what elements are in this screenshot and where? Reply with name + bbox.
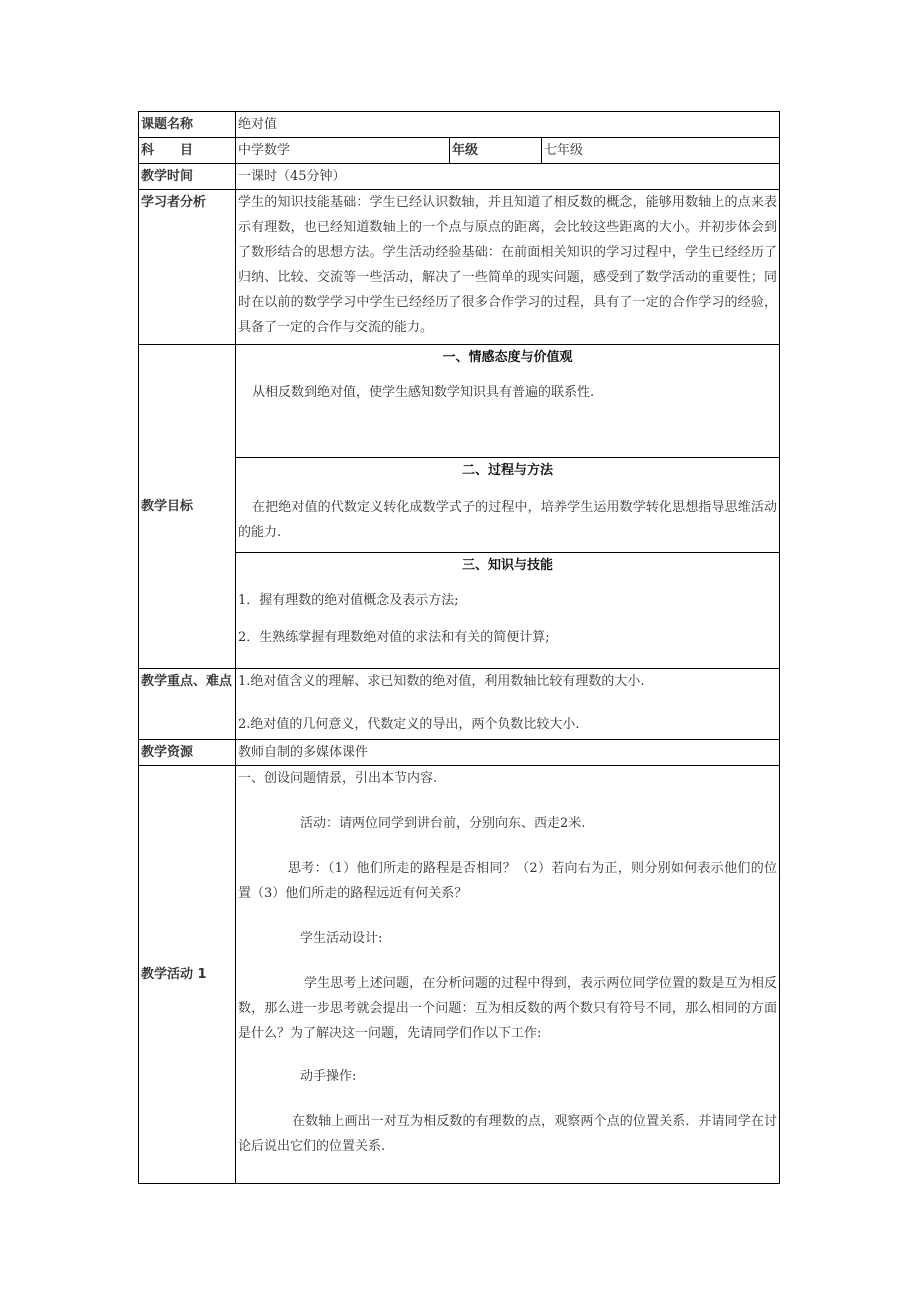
label-key: 教学重点、难点 — [139, 669, 236, 740]
row-resource — [139, 740, 780, 766]
key-text-1: 1.绝对值含义的理解、求已知数的绝对值，利用数轴比较有理数的大小. — [238, 674, 645, 689]
goals-heading-1: 一、情感态度与价值观 — [442, 350, 573, 365]
row-time — [139, 164, 780, 190]
goals-text-3a: 1．握有理数的绝对值概念及表示方法; — [238, 593, 459, 608]
goals-heading-3: 三、知识与技能 — [461, 558, 553, 573]
value-time: 一课时（45分钟） — [236, 164, 780, 190]
value-subject: 中学数学 — [236, 138, 450, 164]
label-subject: 科 目 — [139, 138, 236, 164]
activity-p7: 在数轴上画出一对互为相反数的有理数的点，观察两个点的位置关系．并请同学在讨论后说出它们的位置关系. — [238, 1114, 777, 1154]
value-grade: 七年级 — [542, 138, 780, 164]
label-resource: 教学资源 — [139, 740, 236, 766]
label-time: 教学时间 — [139, 164, 236, 190]
row-goals-3 — [139, 553, 780, 669]
label-learner: 学习者分析 — [139, 190, 236, 345]
activity-p3: 思考：（1）他们所走的路程是否相同？（2）若向右为正，则分别如何表示他们的位置（3）他们所走的路程远近有何关系？ — [238, 861, 777, 901]
row-activity — [139, 766, 780, 1184]
label-activity: 教学活动 1 — [139, 766, 236, 1184]
lesson-plan-table — [138, 111, 780, 1184]
goals-text-2: 在把绝对值的代数定义转化成数学式子的过程中，培养学生运用数学转化思想指导思维活动的能力. — [238, 500, 777, 540]
value-title: 绝对值 — [236, 112, 780, 138]
row-key — [139, 669, 780, 740]
label-title: 课题名称 — [139, 112, 236, 138]
label-grade: 年级 — [450, 138, 542, 164]
row-goals-1 — [139, 345, 780, 458]
row-goals-2 — [139, 458, 780, 553]
activity-content — [236, 766, 780, 1184]
key-text-2: 2.绝对值的几何意义，代数定义的导出，两个负数比较大小. — [238, 717, 580, 732]
activity-p6: 动手操作: — [300, 1069, 357, 1084]
goals-section-1 — [236, 345, 780, 458]
key-content — [236, 669, 780, 740]
row-title — [139, 112, 780, 138]
activity-p5: 学生思考上述问题，在分析问题的过程中得到，表示两位同学位置的数是互为相反数，那么进一步思考就会提出一个问题：互为相反数的两个数只有符号不同，那么相同的方面是什么？为了解决这一问题，先请同学们作以下工作: — [238, 976, 777, 1041]
value-resource: 教师自制的多媒体课件 — [236, 740, 780, 766]
goals-section-3 — [236, 553, 780, 669]
label-goals: 教学目标 — [139, 345, 236, 669]
activity-p1: 一、创设问题情景，引出本节内容. — [238, 771, 438, 786]
goals-section-2 — [236, 458, 780, 553]
activity-p2: 活动：请两位同学到讲台前，分别向东、西走2米. — [300, 816, 586, 831]
row-learner — [139, 190, 780, 345]
goals-text-1: 从相反数到绝对值，使学生感知数学知识具有普遍的联系性. — [252, 385, 595, 400]
goals-heading-2: 二、过程与方法 — [461, 463, 553, 478]
activity-p4: 学生活动设计: — [300, 931, 383, 946]
goals-text-3b: 2．生熟练掌握有理数绝对值的求法和有关的简便计算; — [238, 630, 550, 645]
value-learner: 学生的知识技能基础：学生已经认识数轴，并且知道了相反数的概念，能够用数轴上的点来表示有理数，也已经知道数轴上的一个点与原点的距离，会比较这些距离的大小。并初步体会到了数形结合的思想方法。学生活动经验基础：在前面相关知识的学习过程中，学生已经经历了归纳、比较、交流等一些活动，解决了一些简单的现实问题，感受到了数学活动的重要性；同时在以前的数学学习中学生已经经历了很多合作学习的过程，具有了一定的合作学习的经验，具备了一定的合作与交流的能力。 — [236, 190, 780, 345]
row-subject — [139, 138, 780, 164]
